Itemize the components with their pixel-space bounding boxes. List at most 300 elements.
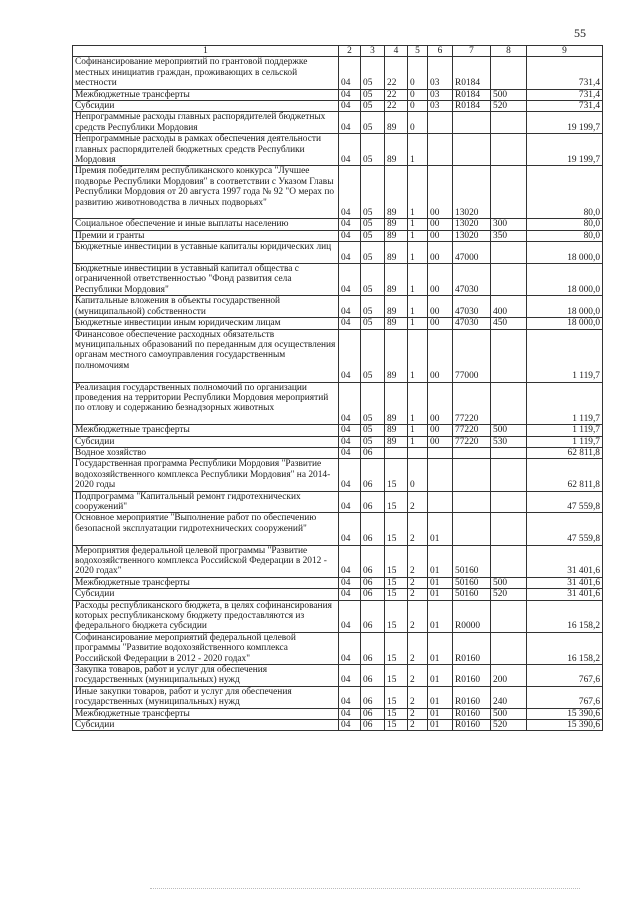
row-target-code: 77220 [453, 436, 491, 447]
table-row [73, 242, 603, 264]
row-section: 04 [339, 491, 361, 513]
row-name: Расходы республиканского бюджета, в целях софинансирования которых республиканскому бюджету предоставляются из федерального бюджета субсидии [73, 600, 339, 632]
row-amount: 19 199,7 [527, 134, 603, 166]
row-subsection: 06 [361, 686, 385, 708]
row-expense-type [491, 166, 527, 219]
row-event: 00 [428, 166, 453, 219]
table-header-row [73, 46, 603, 57]
row-subsection: 06 [361, 600, 385, 632]
row-subprogram: 2 [408, 632, 428, 664]
row-target-code: 50160 [453, 577, 491, 588]
row-name: Софинансирование мероприятий по грантовой поддержке местных инициатив граждан, проживающих в сельской местности [73, 57, 339, 89]
table-row [73, 665, 603, 687]
row-program: 89 [385, 166, 408, 219]
row-subprogram: 1 [408, 382, 428, 425]
row-expense-type: 520 [491, 101, 527, 112]
row-expense-type: 500 [491, 577, 527, 588]
row-section: 04 [339, 720, 361, 731]
table-row [73, 296, 603, 318]
row-program: 22 [385, 57, 408, 89]
table-row [73, 447, 603, 458]
row-section: 04 [339, 686, 361, 708]
row-subsection: 06 [361, 632, 385, 664]
row-program: 15 [385, 665, 408, 687]
row-program: 89 [385, 112, 408, 134]
table-row [73, 436, 603, 447]
column-header: 8 [491, 46, 527, 57]
row-program: 15 [385, 708, 408, 719]
row-subsection: 06 [361, 459, 385, 491]
row-subprogram: 2 [408, 491, 428, 513]
row-target-code: 13020 [453, 166, 491, 219]
row-subprogram: 2 [408, 686, 428, 708]
table-row [73, 720, 603, 731]
row-event: 00 [428, 329, 453, 382]
row-event: 00 [428, 230, 453, 241]
row-target-code: 13020 [453, 230, 491, 241]
row-event: 01 [428, 720, 453, 731]
row-subprogram: 2 [408, 665, 428, 687]
row-subsection: 05 [361, 89, 385, 100]
row-event: 00 [428, 436, 453, 447]
row-name: Межбюджетные трансферты [73, 425, 339, 436]
row-target-code: R0160 [453, 632, 491, 664]
row-event [428, 491, 453, 513]
row-name: Реализация государственных полномочий по организации проведения на территории Республики Мордовия мероприятий по отлову и содержанию безнадзорных животных [73, 382, 339, 425]
row-section: 04 [339, 242, 361, 264]
row-amount: 15 390,6 [527, 720, 603, 731]
row-subsection: 05 [361, 425, 385, 436]
row-target-code: R0160 [453, 665, 491, 687]
row-program: 15 [385, 577, 408, 588]
row-section: 04 [339, 632, 361, 664]
table-row [73, 264, 603, 296]
row-amount: 18 000,0 [527, 264, 603, 296]
row-program: 15 [385, 600, 408, 632]
row-section: 04 [339, 589, 361, 600]
row-event: 01 [428, 632, 453, 664]
table-row [73, 491, 603, 513]
row-event: 01 [428, 513, 453, 545]
row-subsection: 06 [361, 545, 385, 577]
row-expense-type: 520 [491, 589, 527, 600]
row-program: 89 [385, 230, 408, 241]
row-name: Водное хозяйство [73, 447, 339, 458]
table-row [73, 89, 603, 100]
row-subsection: 06 [361, 720, 385, 731]
row-expense-type [491, 134, 527, 166]
row-amount: 767,6 [527, 686, 603, 708]
row-subprogram: 0 [408, 57, 428, 89]
row-section: 04 [339, 436, 361, 447]
table-row [73, 632, 603, 664]
row-section: 04 [339, 296, 361, 318]
row-target-code: 77220 [453, 382, 491, 425]
row-program: 15 [385, 545, 408, 577]
row-expense-type [491, 447, 527, 458]
row-program: 89 [385, 425, 408, 436]
row-subprogram: 1 [408, 219, 428, 230]
row-event: 01 [428, 545, 453, 577]
row-expense-type: 530 [491, 436, 527, 447]
row-program: 15 [385, 459, 408, 491]
row-program: 89 [385, 296, 408, 318]
row-event: 01 [428, 686, 453, 708]
row-program: 89 [385, 219, 408, 230]
row-target-code [453, 459, 491, 491]
row-expense-type [491, 632, 527, 664]
row-subsection: 05 [361, 57, 385, 89]
row-expense-type [491, 329, 527, 382]
row-subsection: 05 [361, 296, 385, 318]
row-subsection: 05 [361, 318, 385, 329]
row-subprogram: 1 [408, 166, 428, 219]
row-amount: 731,4 [527, 101, 603, 112]
row-expense-type: 350 [491, 230, 527, 241]
row-name: Финансовое обеспечение расходных обязательств муниципальных образований по переданным для осуществления органам местного самоуправления государственным полномочиям [73, 329, 339, 382]
row-target-code [453, 134, 491, 166]
row-expense-type [491, 242, 527, 264]
row-name: Бюджетные инвестиции в уставный капитал общества с ограниченной ответственностью "Фонд развития села Республики Мордовия" [73, 264, 339, 296]
row-program: 89 [385, 329, 408, 382]
row-expense-type [491, 57, 527, 89]
row-name: Государственная программа Республики Мордовия "Развитие водохозяйственного комплекса Республики Мордовия" на 2014-2020 годы [73, 459, 339, 491]
row-amount: 767,6 [527, 665, 603, 687]
row-subprogram: 1 [408, 436, 428, 447]
row-event: 03 [428, 101, 453, 112]
table-row [73, 318, 603, 329]
row-expense-type [491, 112, 527, 134]
row-name: Иные закупки товаров, работ и услуг для обеспечения государственных (муниципальных) нужд [73, 686, 339, 708]
row-section: 04 [339, 89, 361, 100]
row-target-code: R0160 [453, 708, 491, 719]
row-target-code: R0000 [453, 600, 491, 632]
row-program: 89 [385, 134, 408, 166]
row-subprogram: 0 [408, 112, 428, 134]
row-event: 00 [428, 242, 453, 264]
row-subsection: 05 [361, 382, 385, 425]
row-subsection: 06 [361, 577, 385, 588]
row-program: 22 [385, 89, 408, 100]
row-event: 00 [428, 425, 453, 436]
row-section: 04 [339, 425, 361, 436]
row-name: Субсидии [73, 720, 339, 731]
row-program: 15 [385, 589, 408, 600]
row-name: Софинансирование мероприятий федеральной целевой программы "Развитие водохозяйственного комплекса Российской Федерации в 2012 - 2020 годах" [73, 632, 339, 664]
budget-table [72, 45, 603, 731]
row-expense-type: 450 [491, 318, 527, 329]
row-subsection: 05 [361, 219, 385, 230]
row-amount: 80,0 [527, 166, 603, 219]
row-event: 00 [428, 219, 453, 230]
row-event: 00 [428, 296, 453, 318]
row-event: 01 [428, 577, 453, 588]
row-amount: 80,0 [527, 230, 603, 241]
row-amount: 16 158,2 [527, 632, 603, 664]
row-event [428, 447, 453, 458]
row-target-code: 47000 [453, 242, 491, 264]
row-expense-type: 500 [491, 708, 527, 719]
row-section: 04 [339, 134, 361, 166]
row-subsection: 05 [361, 230, 385, 241]
row-subprogram: 1 [408, 296, 428, 318]
row-expense-type [491, 600, 527, 632]
row-section: 04 [339, 318, 361, 329]
row-program: 89 [385, 382, 408, 425]
row-name: Субсидии [73, 436, 339, 447]
table-row [73, 382, 603, 425]
row-event [428, 112, 453, 134]
row-expense-type: 240 [491, 686, 527, 708]
row-subprogram: 2 [408, 513, 428, 545]
table-row [73, 577, 603, 588]
row-expense-type: 520 [491, 720, 527, 731]
row-event [428, 459, 453, 491]
row-subprogram: 1 [408, 264, 428, 296]
row-amount: 31 401,6 [527, 589, 603, 600]
scan-artifact [150, 888, 580, 890]
table-row [73, 134, 603, 166]
row-section: 04 [339, 57, 361, 89]
row-amount: 731,4 [527, 57, 603, 89]
column-header: 5 [408, 46, 428, 57]
row-amount: 18 000,0 [527, 242, 603, 264]
row-amount: 18 000,0 [527, 296, 603, 318]
row-program: 89 [385, 264, 408, 296]
row-amount: 18 000,0 [527, 318, 603, 329]
column-header: 2 [339, 46, 361, 57]
row-subsection: 06 [361, 513, 385, 545]
row-subprogram: 1 [408, 329, 428, 382]
row-amount: 62 811,8 [527, 447, 603, 458]
row-event: 00 [428, 382, 453, 425]
row-amount: 47 559,8 [527, 513, 603, 545]
row-subprogram: 0 [408, 101, 428, 112]
row-subsection: 06 [361, 589, 385, 600]
row-section: 04 [339, 101, 361, 112]
row-target-code: 47030 [453, 318, 491, 329]
row-amount: 16 158,2 [527, 600, 603, 632]
row-subsection: 05 [361, 436, 385, 447]
column-header: 7 [453, 46, 491, 57]
row-program [385, 447, 408, 458]
row-name: Бюджетные инвестиции иным юридическим лицам [73, 318, 339, 329]
row-subprogram: 2 [408, 545, 428, 577]
row-amount: 1 119,7 [527, 436, 603, 447]
row-subsection: 06 [361, 665, 385, 687]
row-name: Непрограммные расходы в рамках обеспечения деятельности главных распорядителей бюджетных средств Республики Мордовия [73, 134, 339, 166]
row-section: 04 [339, 665, 361, 687]
row-target-code [453, 112, 491, 134]
row-amount: 80,0 [527, 219, 603, 230]
row-event: 01 [428, 600, 453, 632]
row-section: 04 [339, 382, 361, 425]
row-event [428, 134, 453, 166]
row-subsection: 05 [361, 166, 385, 219]
row-section: 04 [339, 600, 361, 632]
row-name: Субсидии [73, 589, 339, 600]
row-subprogram: 0 [408, 459, 428, 491]
row-amount: 1 119,7 [527, 425, 603, 436]
row-target-code: R0184 [453, 101, 491, 112]
row-subsection: 06 [361, 447, 385, 458]
row-target-code: 77000 [453, 329, 491, 382]
page-number: 55 [574, 26, 586, 40]
row-amount: 31 401,6 [527, 545, 603, 577]
row-target-code: 13020 [453, 219, 491, 230]
table-row [73, 708, 603, 719]
row-target-code: 50160 [453, 545, 491, 577]
row-subprogram: 2 [408, 600, 428, 632]
row-event: 01 [428, 708, 453, 719]
row-subprogram: 2 [408, 577, 428, 588]
row-name: Мероприятия федеральной целевой программы "Развитие водохозяйственного комплекса Российской Федерации в 2012 - 2020 годах" [73, 545, 339, 577]
row-amount: 62 811,8 [527, 459, 603, 491]
row-amount: 731,4 [527, 89, 603, 100]
row-expense-type [491, 264, 527, 296]
row-expense-type: 200 [491, 665, 527, 687]
row-expense-type [491, 491, 527, 513]
row-name: Премии и гранты [73, 230, 339, 241]
row-section: 04 [339, 545, 361, 577]
row-program: 15 [385, 491, 408, 513]
column-header: 9 [527, 46, 603, 57]
row-target-code [453, 491, 491, 513]
row-program: 89 [385, 436, 408, 447]
row-program: 15 [385, 513, 408, 545]
row-subsection: 05 [361, 112, 385, 134]
row-event: 03 [428, 57, 453, 89]
row-name: Непрограммные расходы главных распорядителей бюджетных средств Республики Мордовия [73, 112, 339, 134]
table-row [73, 513, 603, 545]
row-subprogram: 1 [408, 318, 428, 329]
row-subsection: 05 [361, 329, 385, 382]
column-header: 3 [361, 46, 385, 57]
row-target-code: R0184 [453, 57, 491, 89]
row-name: Межбюджетные трансферты [73, 89, 339, 100]
row-event: 03 [428, 89, 453, 100]
row-section: 04 [339, 513, 361, 545]
row-program: 89 [385, 318, 408, 329]
table-row [73, 219, 603, 230]
row-target-code [453, 513, 491, 545]
table-row [73, 166, 603, 219]
row-program: 22 [385, 101, 408, 112]
row-name: Премия победителям республиканского конкурса "Лучшее подворье Республики Мордовия" в соответствии с Указом Главы Республики Мордовия от 20 августа 1997 года № 92 "О мерах по развитию животноводства в личных подворьях" [73, 166, 339, 219]
row-expense-type: 500 [491, 425, 527, 436]
row-name: Подпрограмма "Капитальный ремонт гидротехнических сооружений" [73, 491, 339, 513]
row-expense-type: 400 [491, 296, 527, 318]
row-expense-type: 500 [491, 89, 527, 100]
row-subprogram: 1 [408, 425, 428, 436]
table-row [73, 589, 603, 600]
row-name: Капитальные вложения в объекты государственной (муниципальной) собственности [73, 296, 339, 318]
row-section: 04 [339, 577, 361, 588]
row-target-code [453, 447, 491, 458]
row-subsection: 06 [361, 491, 385, 513]
row-amount: 1 119,7 [527, 382, 603, 425]
row-event: 01 [428, 665, 453, 687]
row-target-code: R0160 [453, 686, 491, 708]
row-name: Межбюджетные трансферты [73, 577, 339, 588]
row-subsection: 06 [361, 708, 385, 719]
table-row [73, 112, 603, 134]
row-target-code: 50160 [453, 589, 491, 600]
table-row [73, 545, 603, 577]
table-row [73, 101, 603, 112]
row-amount: 47 559,8 [527, 491, 603, 513]
row-event: 00 [428, 264, 453, 296]
row-expense-type: 300 [491, 219, 527, 230]
row-program: 15 [385, 632, 408, 664]
row-section: 04 [339, 459, 361, 491]
row-subsection: 05 [361, 134, 385, 166]
table-row [73, 329, 603, 382]
row-subsection: 05 [361, 264, 385, 296]
row-expense-type [491, 513, 527, 545]
row-section: 04 [339, 264, 361, 296]
row-subprogram: 2 [408, 720, 428, 731]
column-header: 4 [385, 46, 408, 57]
row-target-code: 77220 [453, 425, 491, 436]
row-target-code: 47030 [453, 264, 491, 296]
row-subsection: 05 [361, 101, 385, 112]
row-section: 04 [339, 708, 361, 719]
row-target-code: R0160 [453, 720, 491, 731]
table-row [73, 425, 603, 436]
row-subprogram: 0 [408, 89, 428, 100]
row-amount: 31 401,6 [527, 577, 603, 588]
row-subprogram: 1 [408, 230, 428, 241]
row-program: 15 [385, 720, 408, 731]
row-event: 00 [428, 318, 453, 329]
row-section: 04 [339, 447, 361, 458]
table-row [73, 230, 603, 241]
column-header: 1 [73, 46, 339, 57]
row-subprogram: 2 [408, 589, 428, 600]
column-header: 6 [428, 46, 453, 57]
row-subprogram: 2 [408, 708, 428, 719]
row-name: Основное мероприятие "Выполнение работ по обеспечению безопасной эксплуатации гидротехнических сооружений" [73, 513, 339, 545]
row-section: 04 [339, 166, 361, 219]
row-name: Социальное обеспечение и иные выплаты населению [73, 219, 339, 230]
row-amount: 1 119,7 [527, 329, 603, 382]
row-section: 04 [339, 112, 361, 134]
row-expense-type [491, 545, 527, 577]
row-subprogram [408, 447, 428, 458]
row-name: Межбюджетные трансферты [73, 708, 339, 719]
row-subsection: 05 [361, 242, 385, 264]
row-target-code: R0184 [453, 89, 491, 100]
row-subprogram: 1 [408, 134, 428, 166]
table-row [73, 600, 603, 632]
row-section: 04 [339, 329, 361, 382]
table-row [73, 459, 603, 491]
row-program: 15 [385, 686, 408, 708]
row-subprogram: 1 [408, 242, 428, 264]
row-name: Субсидии [73, 101, 339, 112]
row-event: 01 [428, 589, 453, 600]
row-amount: 15 390,6 [527, 708, 603, 719]
row-name: Бюджетные инвестиции в уставные капиталы юридических лиц [73, 242, 339, 264]
row-expense-type [491, 459, 527, 491]
row-expense-type [491, 382, 527, 425]
row-program: 89 [385, 242, 408, 264]
row-target-code: 47030 [453, 296, 491, 318]
row-amount: 19 199,7 [527, 112, 603, 134]
table-row [73, 686, 603, 708]
table-row [73, 57, 603, 89]
